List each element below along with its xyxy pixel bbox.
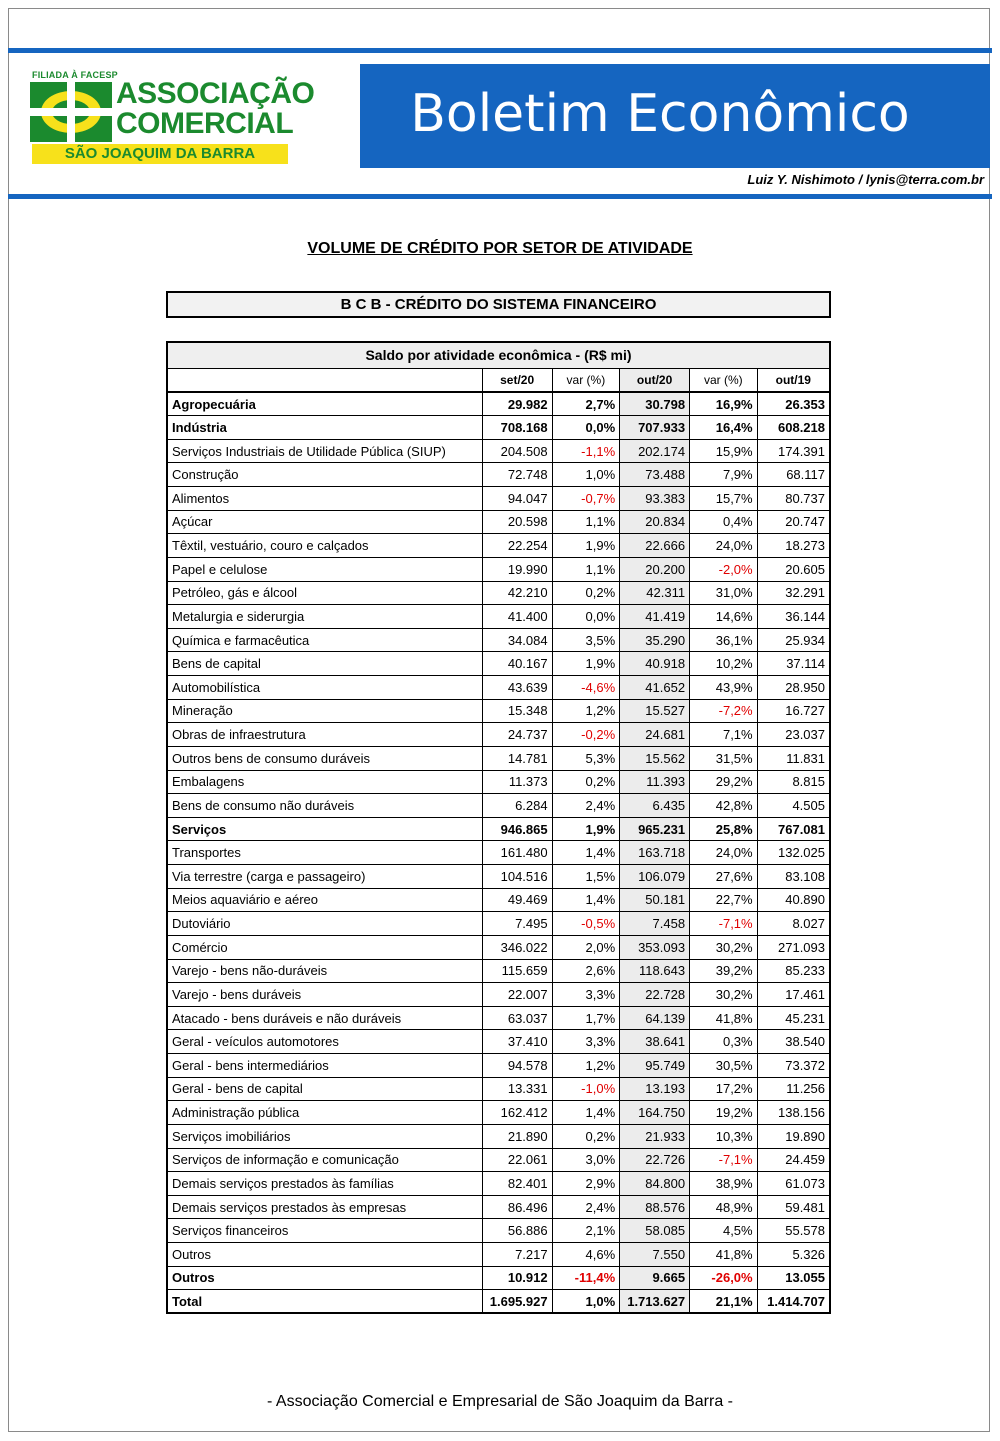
cell-var1: 1,9% (552, 534, 620, 558)
row-label: Demais serviços prestados às famílias (167, 1172, 482, 1196)
cell-var1: 1,4% (552, 841, 620, 865)
cell-var1: 3,0% (552, 1148, 620, 1172)
cell-var1: 0,0% (552, 605, 620, 629)
cell-var2: 10,2% (690, 652, 758, 676)
cell-set20: 104.516 (482, 865, 552, 889)
table-row (167, 1219, 830, 1243)
cell-set20: 10.912 (482, 1266, 552, 1290)
row-label: Bens de consumo não duráveis (167, 794, 482, 818)
cell-var1: 3,5% (552, 628, 620, 652)
cell-out19: 13.055 (757, 1266, 830, 1290)
credit-table (166, 341, 831, 1314)
row-label: Geral - bens intermediários (167, 1054, 482, 1078)
table-caption: Saldo por atividade econômica - (R$ mi) (167, 342, 830, 368)
cell-var1: 0,2% (552, 1124, 620, 1148)
cell-set20: 204.508 (482, 439, 552, 463)
cell-var1: 1,9% (552, 817, 620, 841)
cell-out19: 138.156 (757, 1101, 830, 1125)
cell-out19: 19.890 (757, 1124, 830, 1148)
banner-title: Boletim Econômico (410, 84, 910, 144)
cell-out19: 5.326 (757, 1243, 830, 1267)
row-label: Serviços imobiliários (167, 1124, 482, 1148)
cell-var1: 0,2% (552, 770, 620, 794)
cell-var2: 31,0% (690, 581, 758, 605)
logo-tagline: FILIADA À FACESP (32, 70, 118, 80)
cell-var2: -2,0% (690, 557, 758, 581)
cell-var2: -26,0% (690, 1266, 758, 1290)
table-row (167, 1195, 830, 1219)
cell-out20: 20.834 (620, 510, 690, 534)
cell-out20: 7.550 (620, 1243, 690, 1267)
table-row (167, 581, 830, 605)
cell-var1: -0,2% (552, 723, 620, 747)
cell-var1: 1,0% (552, 1290, 620, 1314)
footer: - Associação Comercial e Empresarial de São Joaquim da Barra - (267, 1393, 733, 1410)
table-row (167, 439, 830, 463)
cell-var1: 1,2% (552, 699, 620, 723)
cell-out19: 80.737 (757, 487, 830, 511)
cell-var1: -11,4% (552, 1266, 620, 1290)
row-label: Serviços Industriais de Utilidade Pública (SIUP) (167, 439, 482, 463)
table-row (167, 865, 830, 889)
cell-set20: 946.865 (482, 817, 552, 841)
cell-out19: 32.291 (757, 581, 830, 605)
cell-out19: 40.890 (757, 888, 830, 912)
table-row (167, 1290, 830, 1314)
cell-out20: 73.488 (620, 463, 690, 487)
cell-set20: 37.410 (482, 1030, 552, 1054)
row-label: Varejo - bens duráveis (167, 983, 482, 1007)
cell-out19: 17.461 (757, 983, 830, 1007)
cell-set20: 82.401 (482, 1172, 552, 1196)
row-label: Serviços de informação e comunicação (167, 1148, 482, 1172)
table-row (167, 1243, 830, 1267)
cell-set20: 7.495 (482, 912, 552, 936)
cell-out20: 22.666 (620, 534, 690, 558)
cell-out19: 4.505 (757, 794, 830, 818)
cell-var1: 2,0% (552, 935, 620, 959)
cell-var2: 42,8% (690, 794, 758, 818)
table-row (167, 1172, 830, 1196)
cell-set20: 13.331 (482, 1077, 552, 1101)
cell-var2: 41,8% (690, 1006, 758, 1030)
cell-var1: 1,2% (552, 1054, 620, 1078)
cell-var1: 0,0% (552, 416, 620, 440)
table-caption-row (167, 342, 830, 368)
cell-set20: 11.373 (482, 770, 552, 794)
cell-var1: 2,4% (552, 794, 620, 818)
row-label: Serviços (167, 817, 482, 841)
cell-out20: 41.652 (620, 676, 690, 700)
cell-set20: 49.469 (482, 888, 552, 912)
table-row (167, 959, 830, 983)
cell-out20: 35.290 (620, 628, 690, 652)
cell-set20: 6.284 (482, 794, 552, 818)
cell-var2: 7,9% (690, 463, 758, 487)
cell-set20: 29.982 (482, 392, 552, 416)
cell-var2: 24,0% (690, 534, 758, 558)
cell-var1: 2,4% (552, 1195, 620, 1219)
row-label: Demais serviços prestados às empresas (167, 1195, 482, 1219)
cell-var2: 14,6% (690, 605, 758, 629)
cell-out20: 88.576 (620, 1195, 690, 1219)
table-row (167, 841, 830, 865)
cell-out19: 8.815 (757, 770, 830, 794)
cell-var2: 43,9% (690, 676, 758, 700)
cell-var2: 10,3% (690, 1124, 758, 1148)
cell-set20: 14.781 (482, 746, 552, 770)
cell-out19: 55.578 (757, 1219, 830, 1243)
column-header-out19: out/19 (757, 368, 830, 392)
cell-out20: 11.393 (620, 770, 690, 794)
row-label: Geral - bens de capital (167, 1077, 482, 1101)
cell-var2: 31,5% (690, 746, 758, 770)
cell-var2: 16,9% (690, 392, 758, 416)
cell-var1: 1,4% (552, 888, 620, 912)
header-bottom-rule (8, 194, 992, 199)
table-row (167, 463, 830, 487)
cell-set20: 94.047 (482, 487, 552, 511)
row-label: Agropecuária (167, 392, 482, 416)
cell-out20: 707.933 (620, 416, 690, 440)
cell-out19: 83.108 (757, 865, 830, 889)
cell-out20: 38.641 (620, 1030, 690, 1054)
table-row (167, 817, 830, 841)
cell-out20: 42.311 (620, 581, 690, 605)
cell-var1: 3,3% (552, 1030, 620, 1054)
cell-out19: 8.027 (757, 912, 830, 936)
cell-set20: 1.695.927 (482, 1290, 552, 1314)
cell-out19: 1.414.707 (757, 1290, 830, 1314)
table-row (167, 1124, 830, 1148)
cell-out20: 164.750 (620, 1101, 690, 1125)
table-row (167, 392, 830, 416)
cell-set20: 22.007 (482, 983, 552, 1007)
cell-out20: 40.918 (620, 652, 690, 676)
row-label: Indústria (167, 416, 482, 440)
row-label: Têxtil, vestuário, couro e calçados (167, 534, 482, 558)
cell-out20: 50.181 (620, 888, 690, 912)
row-label: Total (167, 1290, 482, 1314)
row-label: Alimentos (167, 487, 482, 511)
cell-var2: 7,1% (690, 723, 758, 747)
table-row (167, 888, 830, 912)
logo-emblem-icon (30, 82, 112, 142)
cell-set20: 43.639 (482, 676, 552, 700)
cell-out20: 163.718 (620, 841, 690, 865)
row-label: Dutoviário (167, 912, 482, 936)
row-label: Mineração (167, 699, 482, 723)
table-row (167, 605, 830, 629)
cell-var2: 25,8% (690, 817, 758, 841)
row-label: Meios aquaviário e aéreo (167, 888, 482, 912)
cell-out20: 965.231 (620, 817, 690, 841)
cell-set20: 15.348 (482, 699, 552, 723)
table-header-row (167, 368, 830, 392)
cell-out19: 38.540 (757, 1030, 830, 1054)
cell-var2: 21,1% (690, 1290, 758, 1314)
cell-var2: 4,5% (690, 1219, 758, 1243)
row-label: Açúcar (167, 510, 482, 534)
table-row (167, 652, 830, 676)
column-header-set20: set/20 (482, 368, 552, 392)
cell-set20: 34.084 (482, 628, 552, 652)
cell-out20: 58.085 (620, 1219, 690, 1243)
cell-out19: 20.747 (757, 510, 830, 534)
cell-var1: 0,2% (552, 581, 620, 605)
cell-out19: 37.114 (757, 652, 830, 676)
table-row (167, 746, 830, 770)
cell-var1: 1,1% (552, 557, 620, 581)
cell-var2: 22,7% (690, 888, 758, 912)
row-label: Papel e celulose (167, 557, 482, 581)
row-label: Petróleo, gás e álcool (167, 581, 482, 605)
cell-set20: 346.022 (482, 935, 552, 959)
cell-var2: 19,2% (690, 1101, 758, 1125)
table-row (167, 770, 830, 794)
cell-var2: 30,5% (690, 1054, 758, 1078)
cell-out20: 7.458 (620, 912, 690, 936)
cell-out19: 11.831 (757, 746, 830, 770)
row-label: Transportes (167, 841, 482, 865)
cell-var1: -0,7% (552, 487, 620, 511)
cell-set20: 86.496 (482, 1195, 552, 1219)
cell-set20: 42.210 (482, 581, 552, 605)
cell-var2: 41,8% (690, 1243, 758, 1267)
cell-var1: 5,3% (552, 746, 620, 770)
cell-out19: 174.391 (757, 439, 830, 463)
row-label: Comércio (167, 935, 482, 959)
table-row (167, 912, 830, 936)
table-row (167, 1030, 830, 1054)
cell-var1: 2,9% (552, 1172, 620, 1196)
cell-out19: 20.605 (757, 557, 830, 581)
row-label: Administração pública (167, 1101, 482, 1125)
row-label: Via terrestre (carga e passageiro) (167, 865, 482, 889)
cell-var2: 30,2% (690, 935, 758, 959)
cell-out19: 61.073 (757, 1172, 830, 1196)
column-header-label (167, 368, 482, 392)
cell-var1: 2,7% (552, 392, 620, 416)
cell-var2: 0,4% (690, 510, 758, 534)
cell-out20: 353.093 (620, 935, 690, 959)
document-title: VOLUME DE CRÉDITO POR SETOR DE ATIVIDADE (307, 240, 693, 257)
row-label: Obras de infraestrutura (167, 723, 482, 747)
table-row (167, 983, 830, 1007)
cell-var1: -1,1% (552, 439, 620, 463)
cell-out20: 84.800 (620, 1172, 690, 1196)
cell-set20: 161.480 (482, 841, 552, 865)
cell-set20: 22.254 (482, 534, 552, 558)
logo-city: SÃO JOAQUIM DA BARRA (32, 144, 288, 164)
cell-out20: 15.562 (620, 746, 690, 770)
cell-var2: 38,9% (690, 1172, 758, 1196)
table-row (167, 557, 830, 581)
cell-out19: 16.727 (757, 699, 830, 723)
table-row (167, 1101, 830, 1125)
cell-out20: 15.527 (620, 699, 690, 723)
author-credit: Luiz Y. Nishimoto / lynis@terra.com.br (747, 172, 984, 187)
cell-var2: 36,1% (690, 628, 758, 652)
cell-var1: 3,3% (552, 983, 620, 1007)
header-top-rule (8, 48, 992, 53)
table-row (167, 1266, 830, 1290)
row-label: Atacado - bens duráveis e não duráveis (167, 1006, 482, 1030)
cell-var2: 15,7% (690, 487, 758, 511)
cell-set20: 20.598 (482, 510, 552, 534)
cell-set20: 24.737 (482, 723, 552, 747)
cell-out20: 30.798 (620, 392, 690, 416)
cell-out20: 20.200 (620, 557, 690, 581)
cell-out20: 13.193 (620, 1077, 690, 1101)
cell-out20: 41.419 (620, 605, 690, 629)
cell-out20: 118.643 (620, 959, 690, 983)
cell-var1: 2,6% (552, 959, 620, 983)
cell-out20: 106.079 (620, 865, 690, 889)
cell-out19: 11.256 (757, 1077, 830, 1101)
cell-set20: 22.061 (482, 1148, 552, 1172)
cell-var1: 1,9% (552, 652, 620, 676)
table-row (167, 1077, 830, 1101)
cell-out20: 21.933 (620, 1124, 690, 1148)
table-row (167, 1054, 830, 1078)
cell-out19: 23.037 (757, 723, 830, 747)
cell-var1: 1,0% (552, 463, 620, 487)
cell-out19: 59.481 (757, 1195, 830, 1219)
logo-word-associacao: ASSOCIAÇÃO (116, 77, 315, 110)
cell-out19: 45.231 (757, 1006, 830, 1030)
table-row (167, 676, 830, 700)
cell-out19: 271.093 (757, 935, 830, 959)
cell-var1: 1,5% (552, 865, 620, 889)
cell-set20: 40.167 (482, 652, 552, 676)
row-label: Construção (167, 463, 482, 487)
cell-set20: 94.578 (482, 1054, 552, 1078)
cell-out20: 202.174 (620, 439, 690, 463)
cell-set20: 162.412 (482, 1101, 552, 1125)
cell-out19: 608.218 (757, 416, 830, 440)
row-label: Varejo - bens não-duráveis (167, 959, 482, 983)
row-label: Química e farmacêutica (167, 628, 482, 652)
row-label: Metalurgia e siderurgia (167, 605, 482, 629)
row-label: Serviços financeiros (167, 1219, 482, 1243)
cell-var1: 2,1% (552, 1219, 620, 1243)
cell-var2: -7,2% (690, 699, 758, 723)
cell-out19: 25.934 (757, 628, 830, 652)
cell-var2: 0,3% (690, 1030, 758, 1054)
cell-var1: 1,7% (552, 1006, 620, 1030)
logo-word-comercial: COMERCIAL (116, 107, 294, 140)
row-label: Outros (167, 1266, 482, 1290)
cell-set20: 63.037 (482, 1006, 552, 1030)
cell-out19: 68.117 (757, 463, 830, 487)
table-row (167, 510, 830, 534)
row-label: Embalagens (167, 770, 482, 794)
cell-out20: 6.435 (620, 794, 690, 818)
cell-out20: 93.383 (620, 487, 690, 511)
column-header-var2: var (%) (690, 368, 758, 392)
table-row (167, 699, 830, 723)
cell-out19: 767.081 (757, 817, 830, 841)
cell-out20: 22.726 (620, 1148, 690, 1172)
cell-set20: 115.659 (482, 959, 552, 983)
table-row (167, 1006, 830, 1030)
table-row (167, 487, 830, 511)
cell-out19: 18.273 (757, 534, 830, 558)
cell-out19: 28.950 (757, 676, 830, 700)
table-row (167, 794, 830, 818)
table-row (167, 416, 830, 440)
cell-var1: 1,1% (552, 510, 620, 534)
cell-out19: 73.372 (757, 1054, 830, 1078)
cell-set20: 72.748 (482, 463, 552, 487)
cell-out19: 24.459 (757, 1148, 830, 1172)
cell-out20: 1.713.627 (620, 1290, 690, 1314)
cell-var1: -0,5% (552, 912, 620, 936)
cell-set20: 21.890 (482, 1124, 552, 1148)
column-header-var1: var (%) (552, 368, 620, 392)
row-label: Geral - veículos automotores (167, 1030, 482, 1054)
row-label: Bens de capital (167, 652, 482, 676)
cell-out19: 132.025 (757, 841, 830, 865)
cell-var1: -4,6% (552, 676, 620, 700)
cell-var1: -1,0% (552, 1077, 620, 1101)
cell-var2: 29,2% (690, 770, 758, 794)
table-row (167, 1148, 830, 1172)
cell-out19: 36.144 (757, 605, 830, 629)
row-label: Automobilística (167, 676, 482, 700)
cell-var2: -7,1% (690, 1148, 758, 1172)
cell-var2: 39,2% (690, 959, 758, 983)
cell-var2: 15,9% (690, 439, 758, 463)
association-logo (30, 70, 315, 165)
banner (360, 64, 990, 168)
cell-var2: 27,6% (690, 865, 758, 889)
cell-out20: 95.749 (620, 1054, 690, 1078)
row-label: Outros bens de consumo duráveis (167, 746, 482, 770)
cell-out20: 9.665 (620, 1266, 690, 1290)
cell-out19: 85.233 (757, 959, 830, 983)
cell-out20: 64.139 (620, 1006, 690, 1030)
bcb-title-box: B C B - CRÉDITO DO SISTEMA FINANCEIRO (166, 291, 831, 318)
cell-var2: 24,0% (690, 841, 758, 865)
table-row (167, 534, 830, 558)
table-row (167, 628, 830, 652)
cell-set20: 56.886 (482, 1219, 552, 1243)
cell-set20: 41.400 (482, 605, 552, 629)
cell-set20: 7.217 (482, 1243, 552, 1267)
table-row (167, 935, 830, 959)
cell-var2: 30,2% (690, 983, 758, 1007)
cell-var2: 48,9% (690, 1195, 758, 1219)
cell-var2: 16,4% (690, 416, 758, 440)
cell-var2: 17,2% (690, 1077, 758, 1101)
cell-var1: 4,6% (552, 1243, 620, 1267)
cell-out20: 22.728 (620, 983, 690, 1007)
column-header-out20: out/20 (620, 368, 690, 392)
cell-set20: 19.990 (482, 557, 552, 581)
cell-set20: 708.168 (482, 416, 552, 440)
cell-out19: 26.353 (757, 392, 830, 416)
table-row (167, 723, 830, 747)
cell-out20: 24.681 (620, 723, 690, 747)
cell-var2: -7,1% (690, 912, 758, 936)
cell-var1: 1,4% (552, 1101, 620, 1125)
row-label: Outros (167, 1243, 482, 1267)
